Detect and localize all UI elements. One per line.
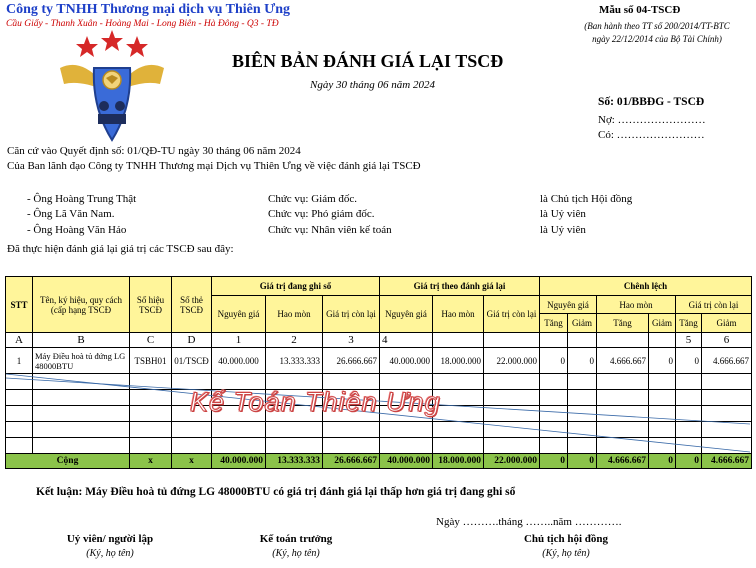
member-2-name: - Ông Lã Văn Nam. bbox=[27, 208, 115, 220]
assessment-intro: Đã thực hiện đánh giá lại giá trị các TSCĐ sau đây: bbox=[7, 243, 234, 255]
row-book-remaining: 26.666.667 bbox=[323, 348, 380, 374]
header-book-value: Giá trị đang ghi sổ bbox=[212, 277, 380, 296]
header-stt: STT bbox=[6, 277, 33, 333]
column-code: 4 bbox=[380, 333, 433, 348]
member-3-role: là Uỷ viên bbox=[540, 224, 586, 236]
total-code: x bbox=[130, 454, 172, 469]
conclusion: Kết luận: Máy Điều hoà tủ đứng LG 48000BTU có giá trị đánh giá lại thấp hơn giá trị đang ghi sổ bbox=[36, 486, 516, 498]
total-book-cost: 40.000.000 bbox=[212, 454, 266, 469]
signer-2-note: (Ký, họ tên) bbox=[272, 548, 320, 559]
row-diff-cost-decrease: 0 bbox=[568, 348, 597, 374]
column-code: 5 bbox=[676, 333, 702, 348]
watermark-text: Kế Toán Thiên Ưng bbox=[190, 387, 441, 417]
header-diff-cost: Nguyên giá bbox=[540, 296, 597, 314]
row-diff-depreciation-decrease: 0 bbox=[649, 348, 676, 374]
member-1-role: là Chủ tịch Hội đồng bbox=[540, 193, 633, 205]
total-reval-cost: 40.000.000 bbox=[380, 454, 433, 469]
column-code: 1 bbox=[212, 333, 266, 348]
header-book-depreciation: Hao mòn bbox=[266, 296, 323, 333]
member-3-name: - Ông Hoàng Văn Hảo bbox=[27, 224, 127, 236]
signer-3-title: Chủ tịch hội đồng bbox=[523, 533, 609, 545]
header-asset-code: Số hiệu TSCĐ bbox=[130, 277, 172, 333]
header-revalued: Giá trị theo đánh giá lại bbox=[380, 277, 540, 296]
company-address: Cầu Giấy - Thanh Xuân - Hoàng Mai - Long Biên - Hà Đông - Q3 - TĐ bbox=[6, 19, 279, 29]
row-card-number: 01/TSCĐ bbox=[172, 348, 212, 374]
form-note-2: ngày 22/12/2014 của Bộ Tài Chính) bbox=[592, 34, 722, 44]
document-number: Số: 01/BBĐG - TSCĐ bbox=[598, 96, 705, 108]
row-asset-name: Máy Điều hoà tủ đứng LG 48000BTU bbox=[33, 348, 130, 374]
row-reval-cost: 40.000.000 bbox=[380, 348, 433, 374]
debit-line: Nợ: …………………… bbox=[598, 114, 706, 126]
row-diff-remaining-increase: 0 bbox=[676, 348, 702, 374]
signer-2-title: Kế toán trưởng bbox=[259, 533, 333, 545]
row-stt: 1 bbox=[6, 348, 33, 374]
header-decrease: Giảm bbox=[649, 314, 676, 333]
header-difference: Chênh lệch bbox=[540, 277, 752, 296]
document-title: BIÊN BẢN ĐÁNH GIÁ LẠI TSCĐ bbox=[232, 51, 504, 71]
row-book-depreciation: 13.333.333 bbox=[266, 348, 323, 374]
total-reval-depreciation: 18.000.000 bbox=[433, 454, 484, 469]
total-diff-depreciation-increase: 4.666.667 bbox=[597, 454, 649, 469]
column-code: 2 bbox=[266, 333, 323, 348]
credit-line: Có: …………………… bbox=[598, 129, 705, 141]
column-code: 6 bbox=[702, 333, 752, 348]
total-label: Cộng bbox=[6, 454, 130, 469]
header-asset-name: Tên, ký hiệu, quy cách (cấp hạng TSCĐ bbox=[33, 277, 130, 333]
total-diff-remaining-decrease: 4.666.667 bbox=[702, 454, 752, 469]
column-code: A bbox=[6, 333, 33, 348]
header-book-remaining: Giá trị còn lại bbox=[323, 296, 380, 333]
column-code: 3 bbox=[323, 333, 380, 348]
total-diff-cost-increase: 0 bbox=[540, 454, 568, 469]
header-card-number: Số thẻ TSCĐ bbox=[172, 277, 212, 333]
total-book-remaining: 26.666.667 bbox=[323, 454, 380, 469]
header-reval-remaining: Giá trị còn lại bbox=[484, 296, 540, 333]
header-reval-depreciation: Hao mòn bbox=[433, 296, 484, 333]
header-decrease: Giảm bbox=[702, 314, 752, 333]
row-asset-code: TSBH01 bbox=[130, 348, 172, 374]
member-1-position: Chức vụ: Giám đốc. bbox=[268, 193, 358, 205]
signer-3-note: (Ký, họ tên) bbox=[542, 548, 590, 559]
form-note-1: (Ban hành theo TT số 200/2014/TT-BTC bbox=[584, 21, 730, 31]
row-diff-depreciation-increase: 4.666.667 bbox=[597, 348, 649, 374]
total-diff-remaining-increase: 0 bbox=[676, 454, 702, 469]
member-2-position: Chức vụ: Phó giám đốc. bbox=[268, 208, 375, 220]
row-reval-depreciation: 18.000.000 bbox=[433, 348, 484, 374]
row-diff-cost-increase: 0 bbox=[540, 348, 568, 374]
header-reval-cost: Nguyên giá bbox=[380, 296, 433, 333]
header-increase: Tăng bbox=[597, 314, 649, 333]
header-book-cost: Nguyên giá bbox=[212, 296, 266, 333]
member-1-name: - Ông Hoàng Trung Thật bbox=[27, 193, 137, 205]
total-book-depreciation: 13.333.333 bbox=[266, 454, 323, 469]
member-3-position: Chức vụ: Nhân viên kế toán bbox=[268, 224, 392, 236]
column-code: D bbox=[172, 333, 212, 348]
column-code: C bbox=[130, 333, 172, 348]
header-increase: Tăng bbox=[540, 314, 568, 333]
row-reval-remaining: 22.000.000 bbox=[484, 348, 540, 374]
board-statement: Của Ban lãnh đạo Công ty TNHH Thương mại Dịch vụ Thiên Ưng về việc đánh giá lại TSCĐ bbox=[7, 160, 421, 172]
total-diff-depreciation-decrease: 0 bbox=[649, 454, 676, 469]
total-card: x bbox=[172, 454, 212, 469]
header-diff-depreciation: Hao mòn bbox=[597, 296, 676, 314]
signer-1-note: (Ký, họ tên) bbox=[86, 548, 134, 559]
header-increase: Tăng bbox=[676, 314, 702, 333]
header-decrease: Giảm bbox=[568, 314, 597, 333]
company-name: Công ty TNHH Thương mại dịch vụ Thiên Ưng bbox=[6, 2, 291, 17]
decision-basis: Căn cứ vào Quyết định số: 01/QĐ-TU ngày 30 tháng 06 năm 2024 bbox=[7, 145, 301, 157]
member-2-role: là Uỷ viên bbox=[540, 208, 586, 220]
row-diff-remaining-decrease: 4.666.667 bbox=[702, 348, 752, 374]
column-code: B bbox=[33, 333, 130, 348]
document-date: Ngày 30 tháng 06 năm 2024 bbox=[310, 79, 435, 91]
form-number: Mẫu số 04-TSCĐ bbox=[599, 4, 681, 16]
signer-1-title: Uỷ viên/ người lập bbox=[66, 533, 154, 545]
total-reval-remaining: 22.000.000 bbox=[484, 454, 540, 469]
total-diff-cost-decrease: 0 bbox=[568, 454, 597, 469]
header-diff-remaining: Giá trị còn lại bbox=[676, 296, 752, 314]
signature-date-line: Ngày ……….tháng ……..năm …………. bbox=[436, 516, 622, 528]
row-book-cost: 40.000.000 bbox=[212, 348, 266, 374]
